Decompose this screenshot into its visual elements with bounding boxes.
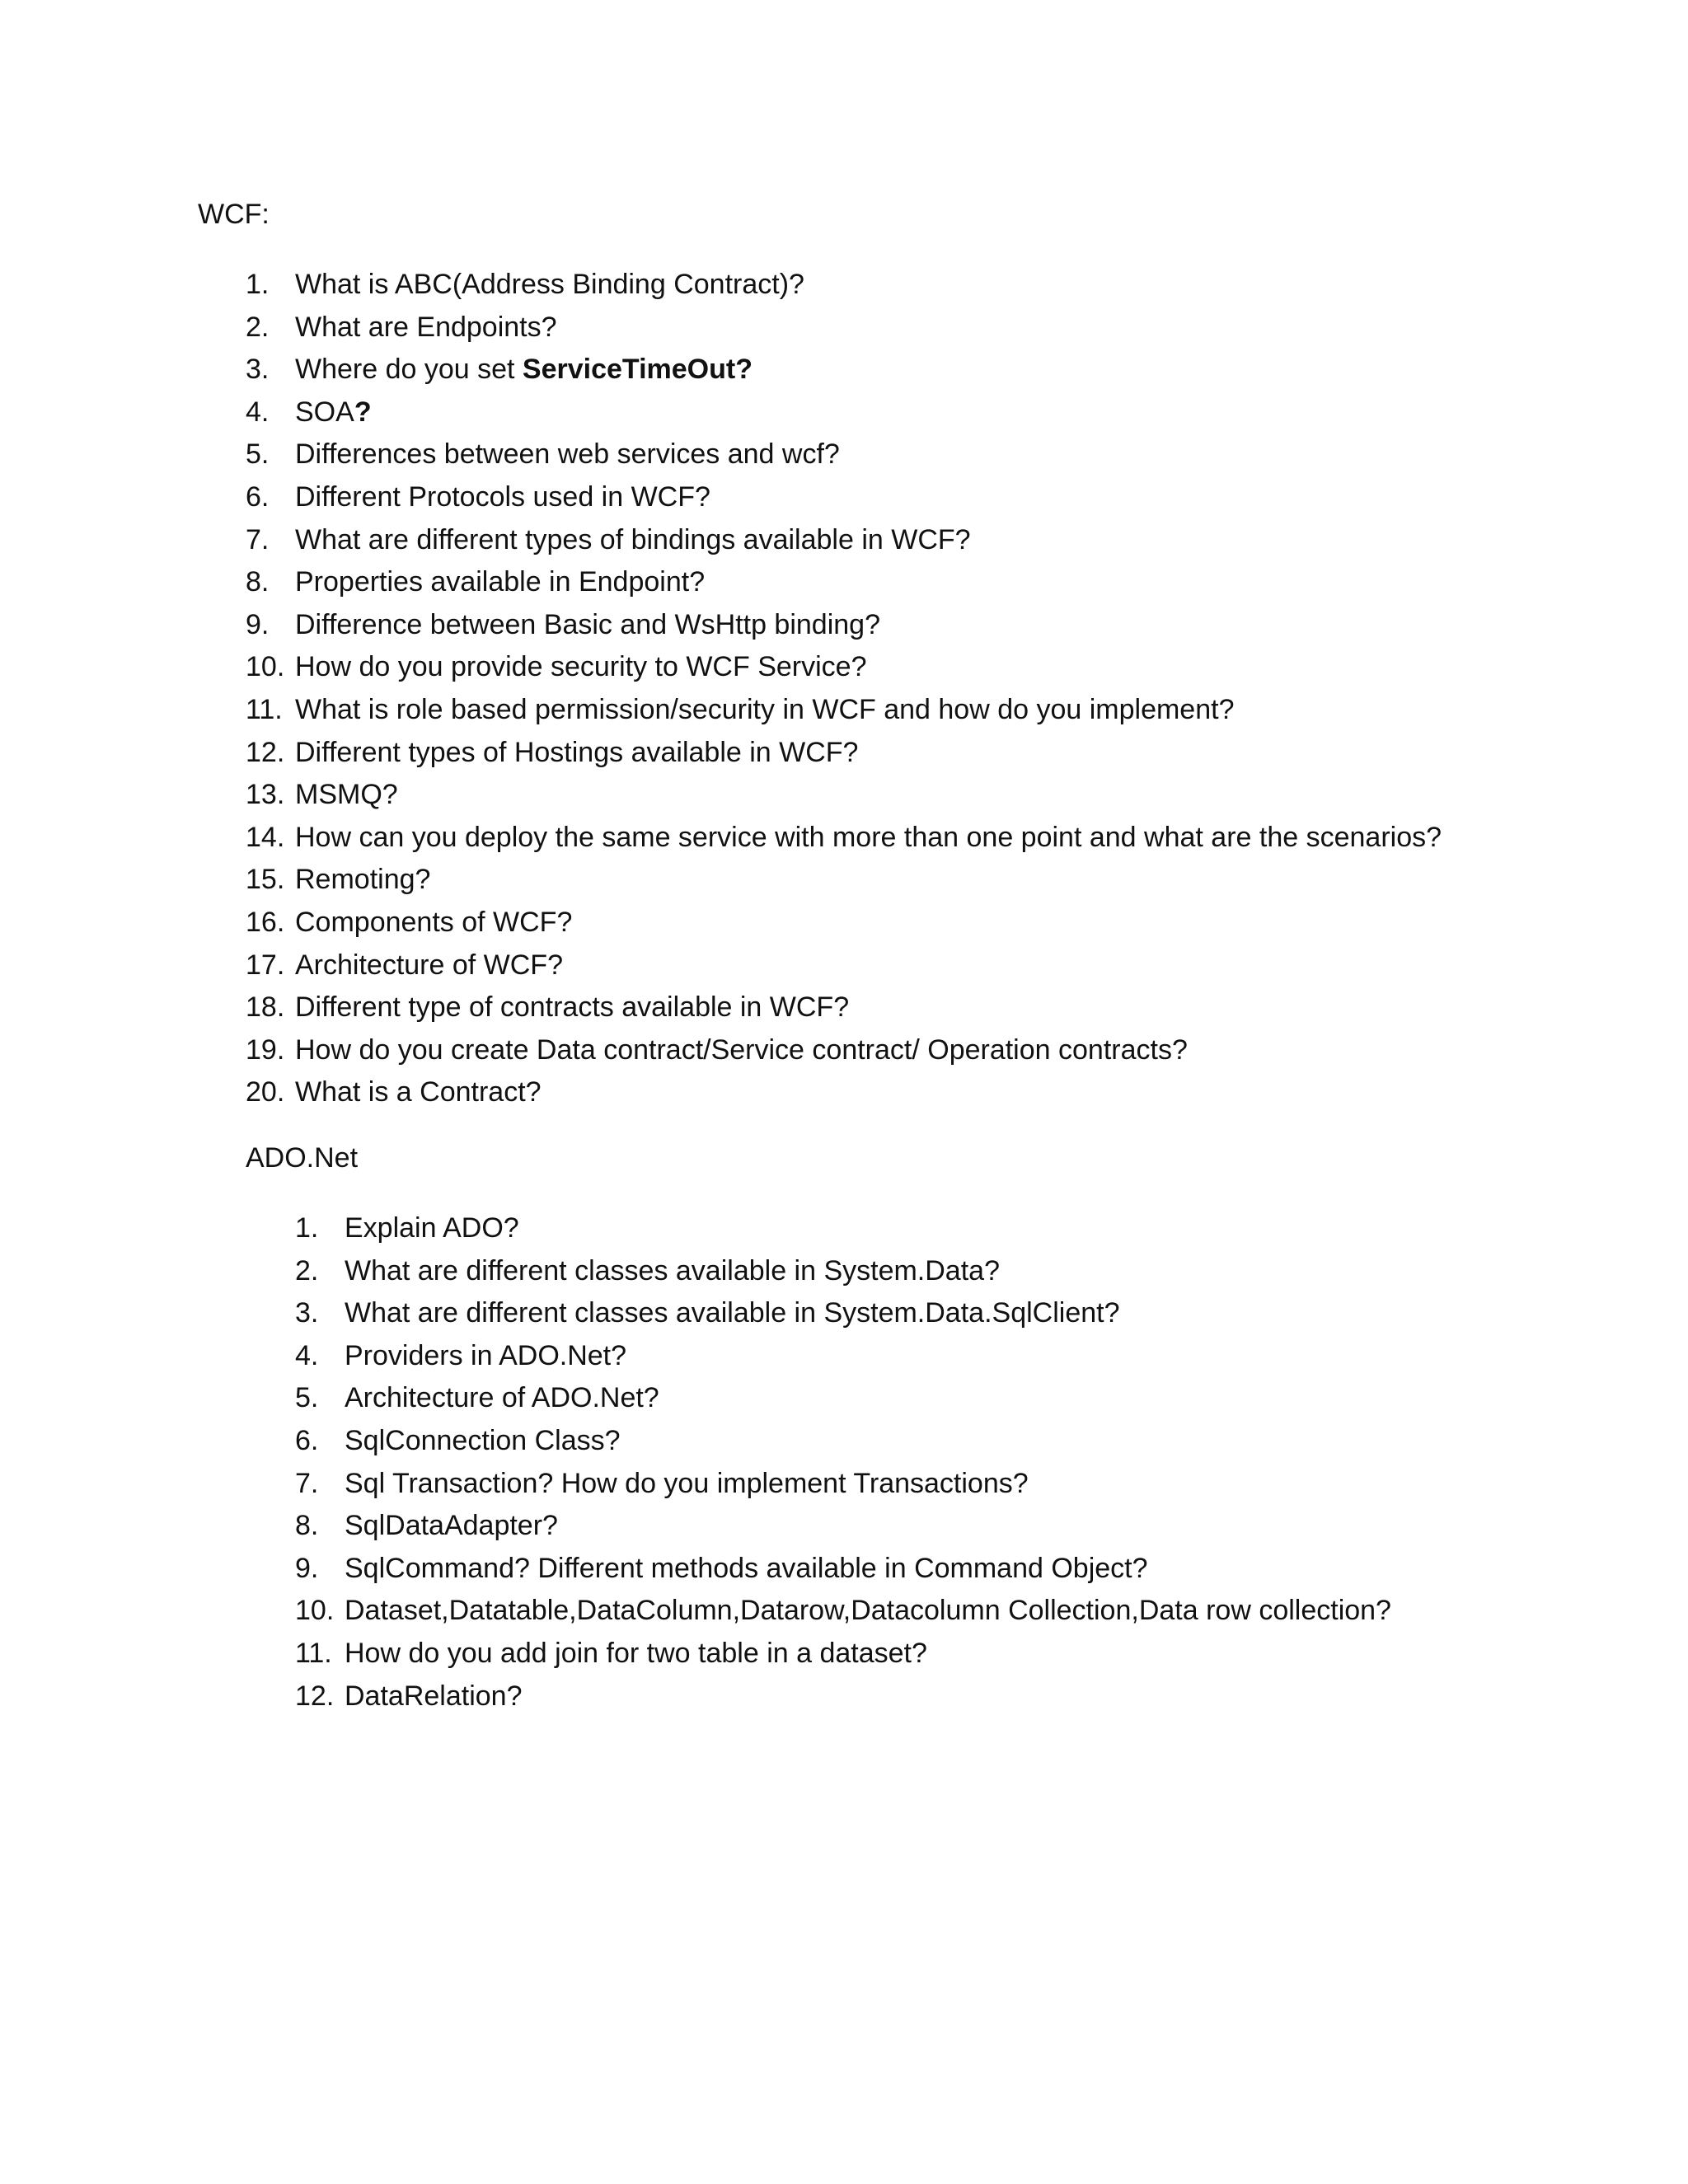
wcf-question-item: [246, 311, 1482, 354]
item-text-plain: How do you add join for two table in a dataset?: [345, 1637, 927, 1669]
wcf-question-item: [246, 480, 1482, 523]
item-text-plain: Architecture of WCF?: [295, 949, 563, 981]
item-text: [295, 1033, 1188, 1066]
item-number: 17.: [246, 949, 285, 981]
ado-question-item: [295, 1339, 1531, 1382]
item-number: 16.: [246, 906, 285, 938]
item-text: [345, 1424, 621, 1457]
wcf-question-item: [246, 1033, 1482, 1076]
item-number: 1.: [295, 1212, 319, 1244]
item-text-plain: Difference between Basic and WsHttp binding?: [295, 608, 880, 640]
item-text: [345, 1254, 1000, 1287]
item-text-plain: What are different types of bindings available in WCF?: [295, 523, 971, 555]
wcf-question-list: [246, 268, 1482, 1118]
item-text: [295, 565, 705, 598]
item-text: [295, 821, 1442, 854]
item-number: 12.: [246, 736, 285, 768]
item-text: [345, 1637, 927, 1670]
item-text: [295, 1076, 542, 1108]
item-text-plain: What is role based permission/security in WCF and how do you implement?: [295, 693, 1235, 725]
wcf-question-item: [246, 863, 1482, 906]
item-text-plain: How do you create Data contract/Service contract/ Operation contracts?: [295, 1033, 1188, 1066]
item-number: 10.: [246, 651, 285, 683]
item-text-plain: Different types of Hostings available in WCF?: [295, 736, 859, 768]
item-number: 20.: [246, 1076, 285, 1108]
item-text-plain: What is ABC(Address Binding Contract)?: [295, 269, 804, 300]
item-text: [345, 1381, 659, 1414]
item-number: 2.: [246, 311, 270, 343]
item-text: [295, 693, 1234, 726]
wcf-question-item: [246, 438, 1482, 480]
item-number: 7.: [246, 523, 270, 555]
item-text-plain: MSMQ?: [295, 779, 398, 811]
ado-question-item: [295, 1637, 1531, 1680]
wcf-question-item: [246, 778, 1482, 821]
item-number: 9.: [295, 1552, 319, 1584]
item-text: [295, 480, 710, 513]
item-number: 13.: [246, 779, 285, 811]
item-text-plain: Different type of contracts available in WCF?: [295, 991, 850, 1024]
item-text-plain: What are different classes available in System.Data.SqlClient?: [345, 1297, 1120, 1329]
item-text: [295, 650, 866, 683]
ado-question-item: [295, 1212, 1531, 1254]
item-text: [295, 353, 753, 386]
item-text-plain: How can you deploy the same service with more than one point and what are the scenarios?: [295, 821, 1442, 853]
item-text: [295, 949, 563, 982]
wcf-question-item: [246, 268, 1482, 311]
item-text: [295, 778, 398, 811]
item-text-plain: Sql Transaction? How do you implement Transactions?: [345, 1467, 1029, 1499]
item-text-plain: Architecture of ADO.Net?: [345, 1382, 659, 1414]
wcf-question-item: [246, 608, 1482, 651]
ado-question-item: [295, 1594, 1531, 1637]
item-text: [295, 863, 430, 896]
ado-question-item: [295, 1424, 1531, 1467]
item-text: [295, 736, 858, 769]
item-number: 12.: [295, 1680, 335, 1712]
item-text-plain: Providers in ADO.Net?: [345, 1339, 627, 1371]
wcf-question-item: [246, 991, 1482, 1033]
item-text: [295, 268, 804, 301]
item-number: 8.: [246, 566, 270, 598]
item-text-plain: Differences between web services and wcf?: [295, 438, 840, 471]
item-text-plain: What is a Contract?: [295, 1076, 542, 1108]
item-text-plain: Different Protocols used in WCF?: [295, 480, 710, 513]
item-text-plain: What are Endpoints?: [295, 311, 557, 343]
item-number: 6.: [246, 480, 270, 513]
item-text: [345, 1594, 1391, 1627]
item-number: 6.: [295, 1424, 319, 1456]
ado-question-item: [295, 1381, 1531, 1424]
wcf-question-item: [246, 949, 1482, 991]
item-text: [295, 608, 880, 641]
ado-question-item: [295, 1552, 1531, 1595]
item-number: 9.: [246, 608, 270, 640]
item-number: 8.: [295, 1510, 319, 1542]
wcf-question-item: [246, 565, 1482, 608]
item-text-bold: ?: [354, 396, 372, 428]
item-number: 10.: [295, 1595, 335, 1627]
item-text: [345, 1467, 1029, 1500]
item-number: 5.: [246, 438, 270, 471]
item-text-plain: SOA: [295, 396, 354, 428]
ado-question-item: [295, 1680, 1531, 1722]
item-text-plain: How do you provide security to WCF Service?: [295, 651, 867, 683]
ado-heading: ADO.Net: [246, 1142, 359, 1174]
item-text-plain: SqlDataAdapter?: [345, 1510, 558, 1542]
ado-question-item: [295, 1509, 1531, 1552]
item-text: [295, 396, 372, 429]
item-text-plain: Explain ADO?: [345, 1212, 519, 1244]
item-number: 11.: [246, 693, 283, 725]
item-text-plain: SqlConnection Class?: [345, 1424, 621, 1456]
ado-question-list: [295, 1212, 1531, 1722]
item-text: [345, 1296, 1120, 1329]
wcf-question-item: [246, 736, 1482, 779]
item-text-plain: What are different classes available in System.Data?: [345, 1254, 1000, 1286]
item-text: [295, 523, 971, 556]
item-number: 14.: [246, 821, 285, 853]
item-text-plain: Where do you set: [295, 354, 523, 386]
item-text: [345, 1680, 522, 1713]
item-number: 4.: [246, 396, 270, 428]
item-number: 7.: [295, 1467, 319, 1499]
wcf-question-item: [246, 693, 1482, 736]
item-number: 15.: [246, 864, 285, 896]
wcf-question-item: [246, 821, 1482, 864]
item-text: [345, 1509, 558, 1542]
item-text-plain: SqlCommand? Different methods available in Command Object?: [345, 1552, 1148, 1584]
ado-question-item: [295, 1467, 1531, 1510]
item-text: [295, 438, 840, 471]
item-text-plain: DataRelation?: [345, 1680, 523, 1712]
item-text-plain: Dataset,Datatable,DataColumn,Datarow,Datacolumn Collection,Data row collection?: [345, 1595, 1391, 1627]
item-text: [295, 906, 572, 939]
item-number: 5.: [295, 1382, 319, 1414]
item-number: 19.: [246, 1033, 285, 1066]
item-text: [295, 311, 557, 344]
item-text-bold: ServiceTimeOut?: [522, 354, 753, 386]
ado-question-item: [295, 1296, 1531, 1339]
item-number: 3.: [246, 354, 270, 386]
wcf-question-item: [246, 650, 1482, 693]
item-text: [345, 1339, 626, 1372]
item-number: 11.: [295, 1637, 332, 1669]
wcf-question-item: [246, 523, 1482, 566]
wcf-question-item: [246, 1076, 1482, 1118]
item-text-plain: Properties available in Endpoint?: [295, 566, 706, 598]
item-number: 18.: [246, 991, 285, 1024]
wcf-question-item: [246, 396, 1482, 438]
item-text-plain: Remoting?: [295, 864, 431, 896]
item-text: [345, 1552, 1148, 1585]
item-number: 4.: [295, 1339, 319, 1371]
wcf-question-item: [246, 353, 1482, 396]
wcf-question-item: [246, 906, 1482, 949]
ado-question-item: [295, 1254, 1531, 1297]
wcf-heading: WCF:: [198, 199, 270, 230]
item-number: 1.: [246, 269, 270, 300]
item-text: [345, 1212, 519, 1244]
item-number: 2.: [295, 1254, 319, 1286]
item-text: [295, 991, 849, 1024]
item-text-plain: Components of WCF?: [295, 906, 573, 938]
item-number: 3.: [295, 1297, 319, 1329]
